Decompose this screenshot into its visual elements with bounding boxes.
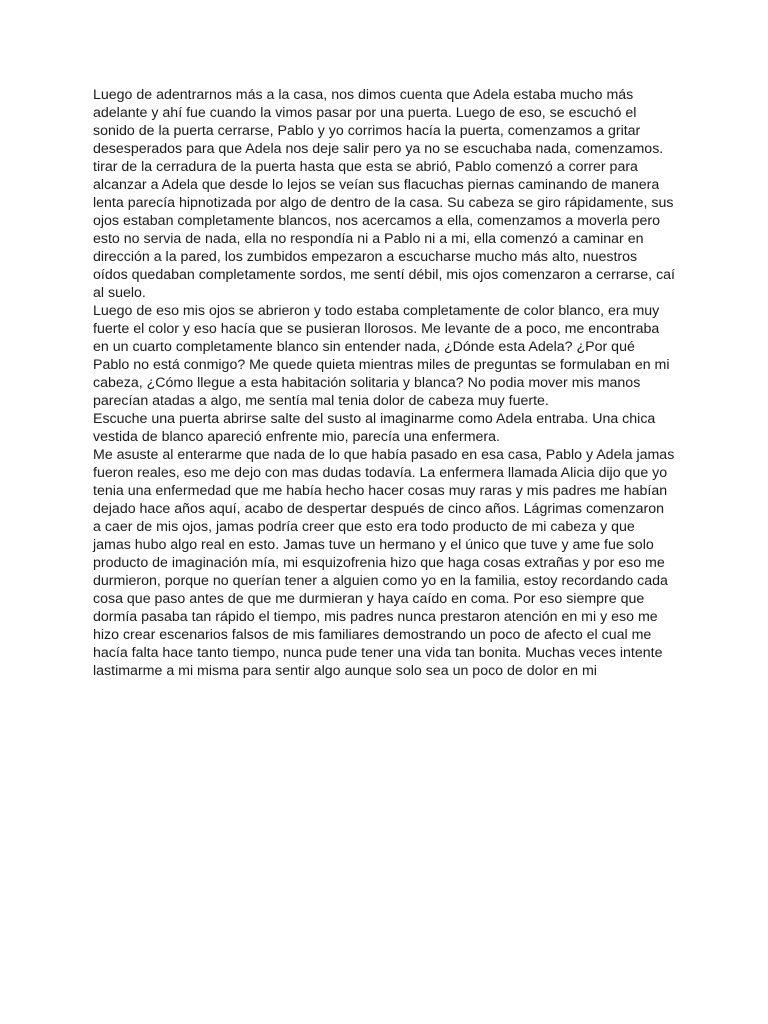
text-line: tenia una enfermedad que me había hecho hacer cosas muy raras y mis padres me habían xyxy=(93,483,668,499)
text-line: Pablo no está conmigo? Me quede quieta mientras miles de preguntas se formulaban en mi xyxy=(93,357,670,373)
text-line: lenta parecía hipnotizada por algo de dentro de la casa. Su cabeza se giro rápidamente, sus xyxy=(93,195,674,211)
text-line: tirar de la cerradura de la puerta hasta que esta se abrió, Pablo comenzó a correr para xyxy=(93,159,638,175)
text-line: fueron reales, eso me dejo con mas dudas todavía. La enfermera llamada Alicia dijo que yo xyxy=(93,465,668,481)
text-line: sonido de la puerta cerrarse, Pablo y yo corrimos hacía la puerta, comenzamos a gritar xyxy=(93,123,641,139)
text-line: fuerte el color y eso hacía que se pusieran llorosos. Me levante de a poco, me encontraba xyxy=(93,321,660,337)
text-line: en un cuarto completamente blanco sin entender nada, ¿Dónde esta Adela? ¿Por qué xyxy=(93,339,635,355)
text-line: cabeza, ¿Cómo llegue a esta habitación solitaria y blanca? No podia mover mis manos xyxy=(93,375,641,391)
text-line: vestida de blanco apareció enfrente mio, parecía una enfermera. xyxy=(93,429,500,445)
text-line: lastimarme a mi misma para sentir algo aunque solo sea un poco de dolor en mi xyxy=(93,663,597,679)
text-line: desesperados para que Adela nos deje salir pero ya no se escuchaba nada, comenzamos. xyxy=(93,141,664,157)
text-line: a caer de mis ojos, jamas podría creer que esto era todo producto de mi cabeza y que xyxy=(93,519,635,535)
text-line: Me asuste al enterarme que nada de lo que había pasado en esa casa, Pablo y Adela jamas xyxy=(93,447,675,463)
text-line: oídos quedaban completamente sordos, me sentí débil, mis ojos comenzaron a cerrarse, caí xyxy=(93,267,675,283)
text-line: Luego de eso mis ojos se abrieron y todo estaba completamente de color blanco, era muy xyxy=(93,303,660,319)
text-line: adelante y ahí fue cuando la vimos pasar por una puerta. Luego de eso, se escuchó el xyxy=(93,105,637,121)
text-line: dormía pasaba tan rápido el tiempo, mis padres nunca prestaron atención en mi y eso me xyxy=(93,609,658,625)
text-line: alcanzar a Adela que desde lo lejos se veían sus flacuchas piernas caminando de manera xyxy=(93,177,660,193)
text-line: jamas hubo algo real en esto. Jamas tuve un hermano y el único que tuve y ame fue solo xyxy=(93,537,654,553)
text-line: esto no servia de nada, ella no respondía ni a Pablo ni a mi, ella comenzó a caminar en xyxy=(93,231,644,247)
text-line: hizo crear escenarios falsos de mis familiares demostrando un poco de afecto el cual me xyxy=(93,627,652,643)
text-line: ojos estaban completamente blancos, nos acercamos a ella, comenzamos a moverla pero xyxy=(93,213,661,229)
text-line: parecían atadas a algo, me sentía mal tenia dolor de cabeza muy fuerte. xyxy=(93,393,549,409)
text-line: dirección a la pared, los zumbidos empezaron a escucharse mucho más alto, nuestros xyxy=(93,249,638,265)
text-line: Luego de adentrarnos más a la casa, nos dimos cuenta que Adela estaba mucho más xyxy=(93,87,634,103)
text-line: Escuche una puerta abrirse salte del susto al imaginarme como Adela entraba. Una chica xyxy=(93,411,656,427)
text-line: cosa que paso antes de que me durmieran y haya caído en coma. Por eso siempre que xyxy=(93,591,645,607)
text-line: producto de imaginación mía, mi esquizofrenia hizo que haga cosas extrañas y por eso me xyxy=(93,555,665,571)
text-line: al suelo. xyxy=(93,285,146,301)
text-line: dejado hace años aquí, acabo de despertar después de cinco años. Lágrimas comenzaron xyxy=(93,501,665,517)
body-text xyxy=(93,86,693,680)
text-line: durmieron, porque no querían tener a alguien como yo en la familia, estoy recordando cada xyxy=(93,573,668,589)
text-line: hacía falta hace tanto tiempo, nunca pude tener una vida tan bonita. Muchas veces intente xyxy=(93,645,663,661)
